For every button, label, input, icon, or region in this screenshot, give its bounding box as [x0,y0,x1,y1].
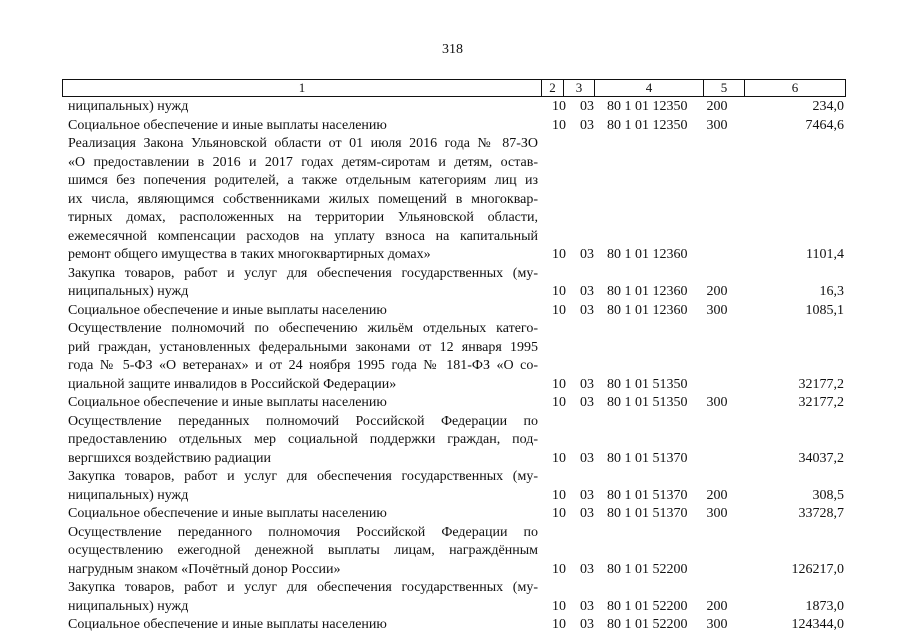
table-row [0,468,905,505]
cell-c2: 10 [552,376,566,392]
item-name-line: Социальное обеспечение и иные выплаты населению [68,395,387,410]
table-row [0,524,905,580]
cell-c6: 34037,2 [798,450,844,466]
cell-c5: 200 [706,284,728,299]
cell-c3: 03 [580,450,594,466]
table-row [0,320,905,394]
table-header [62,79,846,97]
row-line [0,542,905,561]
cell-c3: 03 [580,617,594,632]
item-name-line: ниципальных) нужд [68,284,189,299]
cell-c4: 80 1 01 12360 [607,247,688,262]
cell-c3: 03 [580,506,594,521]
item-name-line: циальной защите инвалидов в Российской Федерации» [68,376,397,392]
item-name-line: Социальное обеспечение и иные выплаты населению [68,117,387,133]
item-name-line: Социальное обеспечение и иные выплаты населению [68,506,387,521]
header-col-4: 4 [645,80,653,95]
item-name-line: шимся без попечения родителей, а также отдельным категориям лиц из [68,173,538,188]
row-line [0,357,905,376]
cell-c2: 10 [552,284,566,299]
item-name-line: ниципальных) нужд [68,487,189,503]
cell-c6: 32177,2 [798,395,844,410]
cell-c4: 80 1 01 52200 [607,617,688,632]
header-col-1: 1 [298,80,306,95]
row-line [0,154,905,173]
cell-c6: 124344,0 [791,617,844,632]
table-row [0,505,905,524]
cell-c6: 16,3 [819,284,844,299]
cell-c6: 308,5 [812,487,844,503]
row-line [0,98,905,117]
header-col-3: 3 [575,80,583,95]
cell-c6: 1101,4 [806,247,844,262]
item-name-line: предоставлению отдельных мер социальной поддержки граждан, под- [68,432,538,447]
cell-c3: 03 [580,376,594,392]
row-line [0,579,905,598]
cell-c4: 80 1 01 12360 [607,302,688,318]
cell-c3: 03 [580,395,594,410]
page-number: 318 [442,42,463,57]
header-col-6: 6 [791,80,799,95]
row-line [0,616,905,635]
item-name-line: ниципальных) нужд [68,99,189,114]
row-line [0,431,905,450]
cell-c3: 03 [580,598,594,614]
row-line [0,302,905,321]
cell-c2: 10 [552,506,566,521]
item-name-line: вергшихся воздействию радиации [68,450,272,466]
cell-c4: 80 1 01 12360 [607,284,688,299]
item-name-line: ежемесячной компенсации расходов на уплату взноса на капитальный [68,228,538,244]
cell-c2: 10 [552,117,566,133]
row-line [0,413,905,432]
cell-c5: 300 [706,506,728,521]
row-line [0,209,905,228]
item-name-line: Закупка товаров, работ и услуг для обеспечения государственных (му- [68,469,538,484]
cell-c5: 300 [706,117,728,133]
cell-c2: 10 [552,247,566,262]
cell-c4: 80 1 01 51370 [607,487,688,503]
cell-c4: 80 1 01 51350 [607,376,688,392]
cell-c2: 10 [552,598,566,614]
row-line [0,172,905,191]
cell-c3: 03 [580,247,594,262]
item-name-line: Осуществление переданных полномочий Российской Федерации по [68,413,538,429]
item-name-line: Закупка товаров, работ и услуг для обеспечения государственных (му- [68,265,538,281]
cell-c4: 80 1 01 52200 [607,598,688,614]
header-col-5: 5 [720,80,728,95]
item-name-line: рий граждан, установленных федеральными законами от 12 января 1995 [68,339,538,355]
cell-c4: 80 1 01 12350 [607,99,688,114]
cell-c6: 7464,6 [805,117,844,133]
item-name-line: их числа, являющимся собственниками жилых помещений в многоквар- [68,191,538,207]
cell-c5: 200 [706,598,728,614]
cell-c6: 1085,1 [805,302,844,318]
cell-c4: 80 1 01 51350 [607,395,688,410]
cell-c4: 80 1 01 51370 [607,450,688,466]
row-line [0,524,905,543]
item-name-line: Социальное обеспечение и иные выплаты населению [68,302,387,318]
item-name-line: «О предоставлении в 2016 и 2017 годах детям-сиротам и детям, остав- [68,154,538,170]
row-line [0,246,905,265]
table-row [0,616,905,635]
row-line [0,265,905,284]
table-row [0,135,905,265]
item-name-line: ниципальных) нужд [68,598,189,614]
item-name-line: Осуществление переданного полномочия Российской Федерации по [68,524,538,540]
item-name-line: ремонт общего имущества в таких многоквартирных домах» [68,247,431,262]
cell-c2: 10 [552,450,566,466]
cell-c5: 300 [706,617,728,632]
row-line [0,283,905,302]
row-line [0,191,905,210]
row-line [0,339,905,358]
cell-c2: 10 [552,561,566,577]
cell-c3: 03 [580,284,594,299]
row-line [0,598,905,617]
cell-c2: 10 [552,302,566,318]
cell-c6: 126217,0 [791,561,844,577]
cell-c3: 03 [580,487,594,503]
cell-c5: 300 [706,395,728,410]
table-row [0,394,905,413]
cell-c6: 32177,2 [798,376,844,392]
cell-c3: 03 [580,117,594,133]
header-col-2: 2 [549,80,556,95]
row-line [0,487,905,506]
item-name-line: тирных домах, расположенных на территории Ульяновской области, [68,210,538,225]
cell-c5: 200 [706,99,728,114]
cell-c3: 03 [580,302,594,318]
cell-c2: 10 [552,99,566,114]
row-line [0,450,905,469]
cell-c5: 300 [706,302,728,318]
row-line [0,228,905,247]
table-body [0,98,905,635]
item-name-line: нагрудным знаком «Почётный донор России» [68,561,341,577]
table-row [0,265,905,302]
cell-c2: 10 [552,617,566,632]
table-row [0,413,905,469]
cell-c3: 03 [580,99,594,114]
cell-c6: 33728,7 [798,506,844,521]
cell-c4: 80 1 01 52200 [607,561,688,577]
cell-c6: 1873,0 [805,598,844,614]
cell-c4: 80 1 01 12350 [607,117,688,133]
cell-c2: 10 [552,487,566,503]
table-row [0,579,905,616]
item-name-line: Закупка товаров, работ и услуг для обеспечения государственных (му- [68,580,538,595]
row-line [0,394,905,413]
row-line [0,117,905,136]
row-line [0,376,905,395]
cell-c3: 03 [580,561,594,577]
row-line [0,561,905,580]
row-line [0,320,905,339]
row-line [0,468,905,487]
table-row [0,117,905,136]
table-row [0,302,905,321]
row-line [0,505,905,524]
row-line [0,135,905,154]
table-row [0,98,905,117]
item-name-line: Осуществление полномочий по обеспечению жильём отдельных катего- [68,321,538,336]
cell-c2: 10 [552,395,566,410]
item-name-line: Реализация Закона Ульяновской области от 01 июля 2016 года № 87-ЗО [68,136,538,151]
item-name-line: года № 5-ФЗ «О ветеранах» и от 24 ноября 1995 года № 181-ФЗ «О со- [68,358,538,373]
cell-c5: 200 [706,487,728,503]
item-name-line: Социальное обеспечение и иные выплаты населению [68,617,387,632]
cell-c4: 80 1 01 51370 [607,506,688,521]
cell-c6: 234,0 [812,99,844,114]
item-name-line: осуществлению ежегодной денежной выплаты лицам, награждённым [68,543,538,558]
